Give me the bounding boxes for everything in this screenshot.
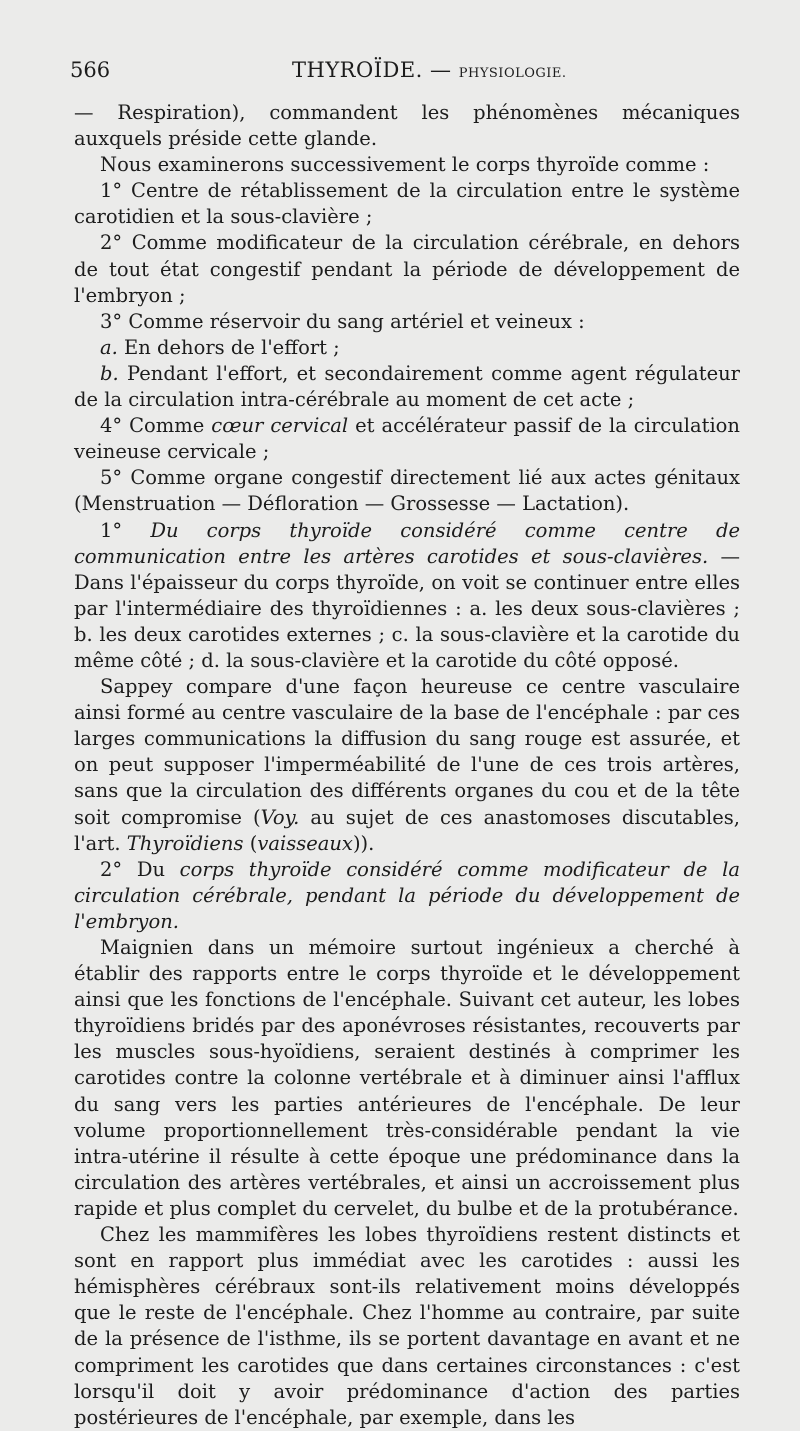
section-heading-paragraph: 2° Du corps thyroïde considéré comme modificateur de la circulation cérébrale, pendant la période du développement de l'embryon.	[74, 857, 740, 933]
running-header	[70, 58, 740, 92]
section-paragraph: 1° Du corps thyroïde considéré comme centre de communication entre les artères carotides et sous-clavières. — Dans l'épaisseur du corps thyroïde, on voit se continuer entre elles par l'intermédiaire des thyroïdiennes : a. les deux sous-clavières ; b. les deux carotides externes ; c. la sous-clavière et la carotide du même côté ; d. la sous-clavière et la carotide du côté opposé.	[74, 518, 740, 672]
italic-phrase: b.	[100, 361, 119, 385]
list-item: 3° Comme réservoir du sang artériel et veineux :	[100, 309, 585, 333]
paragraph: Sappey compare d'une façon heureuse ce centre vasculaire ainsi formé au centre vasculaire de la base de l'encéphale : par ces larges communications la diffusion du sang rouge est assurée, et on peut supposer l'imperméabilité de l'une de ces trois artères, sans que la circulation des différents organes du cou et de la tête soit compromise (Voy. au sujet de ces anastomoses discutables, l'art. Thyroïdiens (vaisseaux)).	[74, 675, 740, 855]
italic-phrase: Voy.	[260, 805, 300, 829]
paragraph: Maignien dans un mémoire surtout ingénieux a cherché à établir des rapports entre le corps thyroïde et le développement ainsi que les fonctions de l'encéphale. Suivant cet auteur, les lobes thyroïdiens bridés par des aponévroses résistantes, recouverts par les muscles sous-hyoïdiens, seraient destinés à comprimer les carotides contre la colonne vertébrale et à diminuer ainsi l'afflux du sang vers les parties antérieures de l'encéphale. De leur volume proportionnellement très-considérable pendant la vie intra-utérine il résulte à cette époque une prédominance dans la circulation des artères vertébrales, et ainsi un accroissement plus rapide et plus complet du cervelet, du bulbe et de la protubérance.	[74, 936, 740, 1220]
italic-phrase: corps thyroïde considéré comme modificateur de la circulation cérébrale, pendant la période du développement de l'embryon.	[74, 857, 740, 933]
list-item: 4° Comme cœur cervical et accélérateur passif de la circulation veineuse cervicale ;	[74, 414, 740, 464]
list-item: 5° Comme organe congestif directement lié aux actes génitaux (Menstruation — Défloration — Grossesse — Lactation).	[74, 466, 740, 516]
paragraph: Chez les mammifères les lobes thyroïdiens restent distincts et sont en rapport plus immédiat avec les carotides : aussi les hémisphères cérébraux sont-ils relativement moins développés que le reste de l'encéphale. Chez l'homme au contraire, par suite de la présence de l'isthme, ils se portent davantage en avant et ne compriment les carotides que dans certaines circonstances : c'est lorsqu'il doit y avoir prédominance d'action des parties postérieures de l'encéphale, par exemple, dans les	[74, 1223, 740, 1429]
running-title	[292, 58, 567, 82]
italic-phrase: cœur cervical	[211, 414, 349, 438]
page-body	[74, 100, 740, 1431]
paragraph: Nous examinerons successivement le corps thyroïde comme :	[100, 153, 710, 177]
italic-phrase: Du corps thyroïde considéré comme centre de communication entre les artères carotides et sous-clavières.	[74, 518, 740, 568]
sub-list-item: a. En dehors de l'effort ;	[100, 335, 340, 359]
italic-phrase: a.	[100, 335, 118, 359]
list-item: 2° Comme modificateur de la circulation cérébrale, en dehors de tout état congestif pendant la période de développement de l'embryon ;	[74, 231, 740, 307]
list-item: 1° Centre de rétablissement de la circulation entre le système carotidien et la sous-clavière ;	[74, 179, 740, 229]
page-number: 566	[70, 58, 111, 82]
paragraph: — Respiration), commandent les phénomènes mécaniques auxquels préside cette glande.	[74, 101, 740, 151]
italic-phrase: vaisseaux	[257, 831, 353, 855]
header-dash: —	[430, 58, 452, 82]
italic-phrase: Thyroïdiens	[126, 831, 244, 855]
header-title: THYROÏDE.	[292, 58, 423, 82]
header-subtitle: PHYSIOLOGIE.	[458, 66, 567, 81]
sub-list-item: b. Pendant l'effort, et secondairement comme agent régulateur de la circulation intra-cérébrale au moment de cet acte ;	[74, 361, 740, 412]
